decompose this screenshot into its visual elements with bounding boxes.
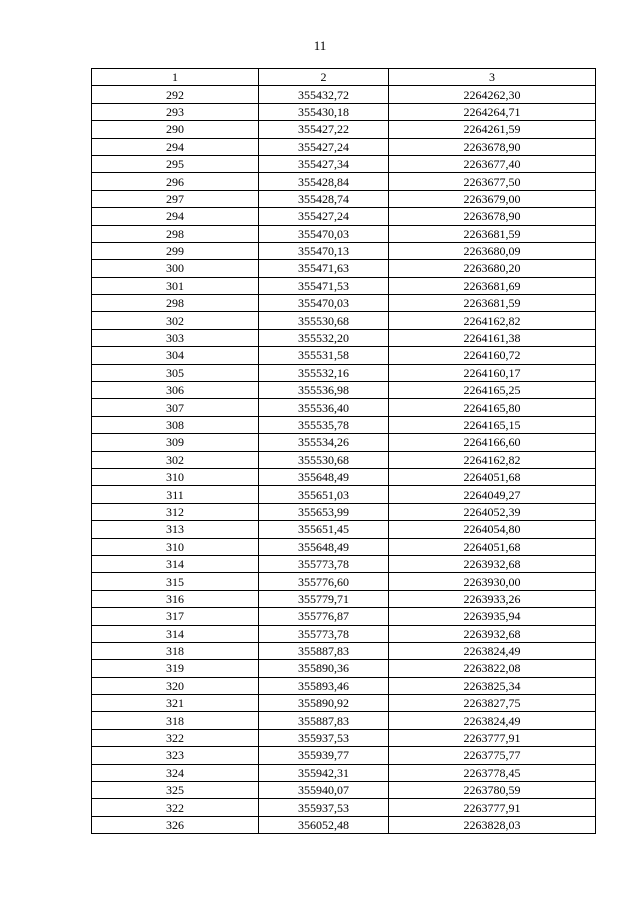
cell-x-coordinate: 355648,49 — [259, 538, 389, 555]
cell-point-number: 323 — [92, 747, 259, 764]
cell-point-number: 310 — [92, 468, 259, 485]
cell-x-coordinate: 355427,22 — [259, 121, 389, 138]
cell-x-coordinate: 355887,83 — [259, 712, 389, 729]
cell-point-number: 320 — [92, 677, 259, 694]
table-row — [92, 747, 596, 764]
cell-x-coordinate: 355942,31 — [259, 764, 389, 781]
cell-y-coordinate: 2263777,91 — [389, 799, 596, 816]
cell-y-coordinate: 2263677,40 — [389, 155, 596, 172]
cell-point-number: 319 — [92, 660, 259, 677]
cell-y-coordinate: 2263681,59 — [389, 225, 596, 242]
cell-point-number: 308 — [92, 416, 259, 433]
table-row — [92, 312, 596, 329]
cell-y-coordinate: 2263933,26 — [389, 590, 596, 607]
table-row — [92, 260, 596, 277]
table-row — [92, 677, 596, 694]
cell-point-number: 314 — [92, 555, 259, 572]
table-row — [92, 347, 596, 364]
cell-point-number: 312 — [92, 503, 259, 520]
cell-x-coordinate: 355534,26 — [259, 434, 389, 451]
table-row — [92, 625, 596, 642]
table-row — [92, 660, 596, 677]
table-row — [92, 468, 596, 485]
cell-y-coordinate: 2263827,75 — [389, 695, 596, 712]
table-row — [92, 729, 596, 746]
cell-y-coordinate: 2264165,80 — [389, 399, 596, 416]
cell-y-coordinate: 2263824,49 — [389, 642, 596, 659]
cell-point-number: 294 — [92, 208, 259, 225]
cell-point-number: 295 — [92, 155, 259, 172]
cell-y-coordinate: 2264054,80 — [389, 521, 596, 538]
cell-x-coordinate: 355890,92 — [259, 695, 389, 712]
cell-y-coordinate: 2263780,59 — [389, 782, 596, 799]
cell-point-number: 324 — [92, 764, 259, 781]
table-row — [92, 329, 596, 346]
cell-point-number: 292 — [92, 86, 259, 103]
cell-x-coordinate: 355940,07 — [259, 782, 389, 799]
cell-point-number: 309 — [92, 434, 259, 451]
table-row — [92, 799, 596, 816]
table-row — [92, 416, 596, 433]
cell-point-number: 293 — [92, 103, 259, 120]
table-row — [92, 764, 596, 781]
cell-point-number: 311 — [92, 486, 259, 503]
cell-y-coordinate: 2263679,00 — [389, 190, 596, 207]
table-row — [92, 555, 596, 572]
cell-point-number: 307 — [92, 399, 259, 416]
cell-point-number: 316 — [92, 590, 259, 607]
cell-y-coordinate: 2264165,15 — [389, 416, 596, 433]
cell-point-number: 301 — [92, 277, 259, 294]
cell-point-number: 303 — [92, 329, 259, 346]
table-row — [92, 173, 596, 190]
cell-x-coordinate: 355428,84 — [259, 173, 389, 190]
table-row — [92, 364, 596, 381]
cell-point-number: 317 — [92, 608, 259, 625]
cell-y-coordinate: 2263677,50 — [389, 173, 596, 190]
table-row — [92, 138, 596, 155]
cell-point-number: 318 — [92, 712, 259, 729]
cell-x-coordinate: 355653,99 — [259, 503, 389, 520]
table-row — [92, 434, 596, 451]
column-header-x: 2 — [259, 69, 389, 86]
cell-y-coordinate: 2263932,68 — [389, 555, 596, 572]
table-body — [92, 86, 596, 834]
cell-point-number: 290 — [92, 121, 259, 138]
table-row — [92, 103, 596, 120]
cell-x-coordinate: 355530,68 — [259, 451, 389, 468]
table-row — [92, 503, 596, 520]
table-row — [92, 695, 596, 712]
cell-x-coordinate: 355536,40 — [259, 399, 389, 416]
cell-x-coordinate: 355536,98 — [259, 382, 389, 399]
table-row — [92, 295, 596, 312]
table-row — [92, 382, 596, 399]
cell-y-coordinate: 2263935,94 — [389, 608, 596, 625]
cell-point-number: 300 — [92, 260, 259, 277]
cell-x-coordinate: 355432,72 — [259, 86, 389, 103]
cell-x-coordinate: 355531,58 — [259, 347, 389, 364]
cell-point-number: 302 — [92, 451, 259, 468]
cell-point-number: 305 — [92, 364, 259, 381]
cell-x-coordinate: 355893,46 — [259, 677, 389, 694]
cell-x-coordinate: 355471,63 — [259, 260, 389, 277]
cell-y-coordinate: 2263678,90 — [389, 208, 596, 225]
cell-point-number: 298 — [92, 295, 259, 312]
cell-y-coordinate: 2263777,91 — [389, 729, 596, 746]
cell-x-coordinate: 355773,78 — [259, 625, 389, 642]
cell-point-number: 297 — [92, 190, 259, 207]
cell-y-coordinate: 2263828,03 — [389, 816, 596, 833]
cell-point-number: 313 — [92, 521, 259, 538]
cell-x-coordinate: 355471,53 — [259, 277, 389, 294]
cell-x-coordinate: 355939,77 — [259, 747, 389, 764]
cell-x-coordinate: 355937,53 — [259, 729, 389, 746]
table-row — [92, 642, 596, 659]
table-row — [92, 277, 596, 294]
cell-x-coordinate: 355427,24 — [259, 208, 389, 225]
cell-y-coordinate: 2264051,68 — [389, 538, 596, 555]
cell-x-coordinate: 355532,16 — [259, 364, 389, 381]
table-row — [92, 190, 596, 207]
cell-x-coordinate: 355530,68 — [259, 312, 389, 329]
cell-point-number: 298 — [92, 225, 259, 242]
cell-point-number: 321 — [92, 695, 259, 712]
table-row — [92, 573, 596, 590]
table-row — [92, 608, 596, 625]
column-header-y: 3 — [389, 69, 596, 86]
cell-x-coordinate: 355776,87 — [259, 608, 389, 625]
cell-y-coordinate: 2263778,45 — [389, 764, 596, 781]
cell-x-coordinate: 355779,71 — [259, 590, 389, 607]
table-row — [92, 521, 596, 538]
cell-y-coordinate: 2264166,60 — [389, 434, 596, 451]
cell-y-coordinate: 2264264,71 — [389, 103, 596, 120]
cell-point-number: 304 — [92, 347, 259, 364]
cell-x-coordinate: 355651,45 — [259, 521, 389, 538]
cell-y-coordinate: 2264165,25 — [389, 382, 596, 399]
cell-x-coordinate: 355535,78 — [259, 416, 389, 433]
cell-point-number: 322 — [92, 799, 259, 816]
cell-x-coordinate: 355427,24 — [259, 138, 389, 155]
table-row — [92, 816, 596, 833]
cell-point-number: 302 — [92, 312, 259, 329]
cell-x-coordinate: 355470,13 — [259, 242, 389, 259]
table-row — [92, 712, 596, 729]
cell-point-number: 310 — [92, 538, 259, 555]
cell-x-coordinate: 355937,53 — [259, 799, 389, 816]
cell-x-coordinate: 355427,34 — [259, 155, 389, 172]
cell-y-coordinate: 2264051,68 — [389, 468, 596, 485]
cell-y-coordinate: 2264162,82 — [389, 451, 596, 468]
cell-y-coordinate: 2263680,09 — [389, 242, 596, 259]
cell-point-number: 314 — [92, 625, 259, 642]
cell-x-coordinate: 355773,78 — [259, 555, 389, 572]
cell-point-number: 325 — [92, 782, 259, 799]
cell-y-coordinate: 2263825,34 — [389, 677, 596, 694]
table-header-row — [92, 69, 596, 86]
cell-point-number: 294 — [92, 138, 259, 155]
coordinates-table — [91, 68, 596, 834]
cell-x-coordinate: 355651,03 — [259, 486, 389, 503]
cell-x-coordinate: 355430,18 — [259, 103, 389, 120]
cell-x-coordinate: 355532,20 — [259, 329, 389, 346]
cell-x-coordinate: 355887,83 — [259, 642, 389, 659]
cell-x-coordinate: 355470,03 — [259, 295, 389, 312]
column-header-point-number: 1 — [92, 69, 259, 86]
cell-y-coordinate: 2263824,49 — [389, 712, 596, 729]
table-row — [92, 121, 596, 138]
cell-y-coordinate: 2263678,90 — [389, 138, 596, 155]
cell-point-number: 299 — [92, 242, 259, 259]
cell-point-number: 326 — [92, 816, 259, 833]
cell-x-coordinate: 355648,49 — [259, 468, 389, 485]
cell-y-coordinate: 2264160,72 — [389, 347, 596, 364]
cell-point-number: 315 — [92, 573, 259, 590]
table-row — [92, 208, 596, 225]
cell-y-coordinate: 2264049,27 — [389, 486, 596, 503]
table-row — [92, 155, 596, 172]
cell-y-coordinate: 2264261,59 — [389, 121, 596, 138]
cell-y-coordinate: 2263822,08 — [389, 660, 596, 677]
table-row — [92, 538, 596, 555]
cell-x-coordinate: 355776,60 — [259, 573, 389, 590]
cell-x-coordinate: 355428,74 — [259, 190, 389, 207]
cell-point-number: 322 — [92, 729, 259, 746]
cell-y-coordinate: 2264161,38 — [389, 329, 596, 346]
cell-y-coordinate: 2263932,68 — [389, 625, 596, 642]
cell-point-number: 306 — [92, 382, 259, 399]
table-row — [92, 225, 596, 242]
cell-x-coordinate: 355470,03 — [259, 225, 389, 242]
cell-point-number: 318 — [92, 642, 259, 659]
cell-y-coordinate: 2264262,30 — [389, 86, 596, 103]
table-row — [92, 486, 596, 503]
table-row — [92, 451, 596, 468]
cell-x-coordinate: 355890,36 — [259, 660, 389, 677]
cell-y-coordinate: 2263681,69 — [389, 277, 596, 294]
table-row — [92, 242, 596, 259]
cell-y-coordinate: 2263775,77 — [389, 747, 596, 764]
cell-y-coordinate: 2263681,59 — [389, 295, 596, 312]
cell-y-coordinate: 2263680,20 — [389, 260, 596, 277]
table-row — [92, 86, 596, 103]
cell-y-coordinate: 2264052,39 — [389, 503, 596, 520]
cell-y-coordinate: 2264160,17 — [389, 364, 596, 381]
table-row — [92, 782, 596, 799]
cell-y-coordinate: 2263930,00 — [389, 573, 596, 590]
cell-point-number: 296 — [92, 173, 259, 190]
page-number: 11 — [313, 38, 327, 53]
table-row — [92, 590, 596, 607]
cell-y-coordinate: 2264162,82 — [389, 312, 596, 329]
cell-x-coordinate: 356052,48 — [259, 816, 389, 833]
table-row — [92, 399, 596, 416]
